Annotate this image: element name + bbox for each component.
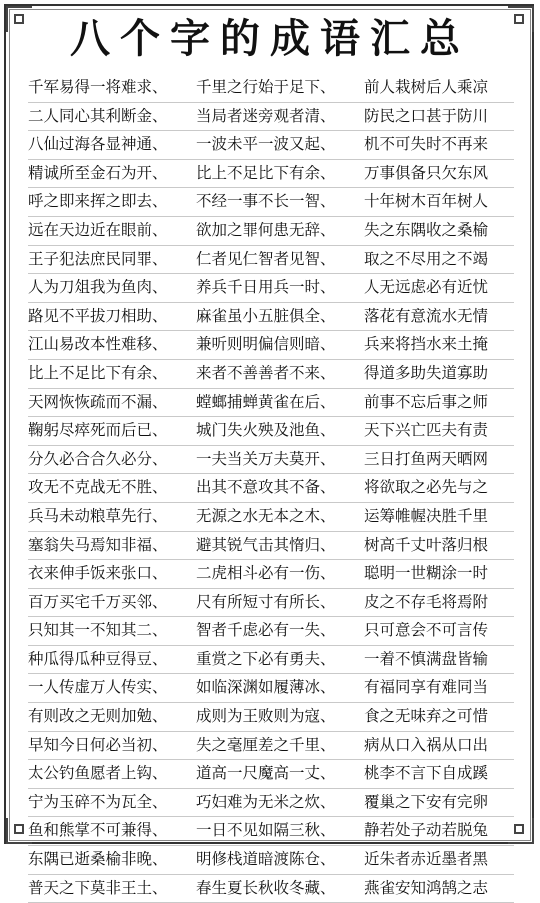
idiom-cell: 前人栽树后人乘凉 [364, 74, 514, 103]
idiom-cell: 巧妇难为无米之炊、 [196, 789, 364, 818]
idiom-cell: 人为刀俎我为鱼肉、 [28, 274, 196, 303]
idiom-cell: 防民之口甚于防川 [364, 103, 514, 132]
idiom-cell: 普天之下莫非王土、 [28, 875, 196, 903]
idiom-cell: 分久必合合久必分、 [28, 446, 196, 475]
idiom-cell: 十年树木百年树人 [364, 188, 514, 217]
idiom-cell: 早知今日何必当初、 [28, 732, 196, 761]
idiom-cell: 比上不足比下有余、 [28, 360, 196, 389]
idiom-cell: 失之毫厘差之千里、 [196, 732, 364, 761]
idiom-cell: 食之无味弃之可惜 [364, 703, 514, 732]
idiom-cell: 只可意会不可言传 [364, 617, 514, 646]
idiom-cell: 鱼和熊掌不可兼得、 [28, 817, 196, 846]
idiom-cell: 三日打鱼两天晒网 [364, 446, 514, 475]
idiom-cell: 精诚所至金石为开、 [28, 160, 196, 189]
idiom-cell: 兵来将挡水来土掩 [364, 331, 514, 360]
idiom-cell: 鞠躬尽瘁死而后已、 [28, 417, 196, 446]
idiom-cell: 二虎相斗必有一伤、 [196, 560, 364, 589]
idiom-cell: 当局者迷旁观者清、 [196, 103, 364, 132]
idiom-cell: 衣来伸手饭来张口、 [28, 560, 196, 589]
idiom-cell: 重赏之下必有勇夫、 [196, 646, 364, 675]
idiom-cell: 螳螂捕蝉黄雀在后、 [196, 389, 364, 418]
idiom-cell: 智者千虑必有一失、 [196, 617, 364, 646]
idiom-cell: 一着不慎满盘皆输 [364, 646, 514, 675]
idiom-cell: 宁为玉碎不为瓦全、 [28, 789, 196, 818]
page-title: 八个字的成语汇总 [0, 14, 540, 64]
idiom-cell: 种瓜得瓜种豆得豆、 [28, 646, 196, 675]
idiom-cell: 麻雀虽小五脏俱全、 [196, 303, 364, 332]
idiom-cell: 百万买宅千万买邻、 [28, 589, 196, 618]
idiom-cell: 有福同享有难同当 [364, 674, 514, 703]
idiom-cell: 聪明一世糊涂一时 [364, 560, 514, 589]
idiom-cell: 运筹帷幄决胜千里 [364, 503, 514, 532]
idiom-cell: 如临深渊如履薄冰、 [196, 674, 364, 703]
idiom-cell: 出其不意攻其不备、 [196, 474, 364, 503]
idiom-cell: 道高一尺魔高一丈、 [196, 760, 364, 789]
idiom-cell: 一夫当关万夫莫开、 [196, 446, 364, 475]
idiom-cell: 城门失火殃及池鱼、 [196, 417, 364, 446]
idiom-cell: 春生夏长秋收冬藏、 [196, 875, 364, 903]
idiom-cell: 病从口入祸从口出 [364, 732, 514, 761]
idiom-cell: 尺有所短寸有所长、 [196, 589, 364, 618]
idiom-cell: 明修栈道暗渡陈仓、 [196, 846, 364, 875]
idiom-cell: 得道多助失道寡助 [364, 360, 514, 389]
idiom-cell: 仁者见仁智者见智、 [196, 246, 364, 275]
idiom-cell: 前事不忘后事之师 [364, 389, 514, 418]
idiom-cell: 呼之即来挥之即去、 [28, 188, 196, 217]
idiom-cell: 桃李不言下自成蹊 [364, 760, 514, 789]
idiom-cell: 静若处子动若脱兔 [364, 817, 514, 846]
idiom-cell: 东隅已逝桑榆非晚、 [28, 846, 196, 875]
idiom-cell: 避其锐气击其惰归、 [196, 532, 364, 561]
idiom-cell: 远在天边近在眼前、 [28, 217, 196, 246]
idiom-cell: 江山易改本性难移、 [28, 331, 196, 360]
idiom-cell: 八仙过海各显神通、 [28, 131, 196, 160]
idiom-cell: 兵马未动粮草先行、 [28, 503, 196, 532]
idiom-cell: 太公钓鱼愿者上钩、 [28, 760, 196, 789]
idiom-cell: 近朱者赤近墨者黑 [364, 846, 514, 875]
idiom-cell: 兼听则明偏信则暗、 [196, 331, 364, 360]
idiom-grid [28, 74, 514, 903]
idiom-cell: 攻无不克战无不胜、 [28, 474, 196, 503]
idiom-cell: 比上不足比下有余、 [196, 160, 364, 189]
idiom-cell: 成则为王败则为寇、 [196, 703, 364, 732]
idiom-cell: 一日不见如隔三秋、 [196, 817, 364, 846]
idiom-cell: 燕雀安知鸿鹄之志 [364, 875, 514, 903]
idiom-cell: 人无远虑必有近忧 [364, 274, 514, 303]
idiom-cell: 一波未平一波又起、 [196, 131, 364, 160]
idiom-cell: 落花有意流水无情 [364, 303, 514, 332]
idiom-cell: 将欲取之必先与之 [364, 474, 514, 503]
idiom-cell: 失之东隅收之桑榆 [364, 217, 514, 246]
idiom-cell: 机不可失时不再来 [364, 131, 514, 160]
idiom-cell: 不经一事不长一智、 [196, 188, 364, 217]
idiom-cell: 路见不平拔刀相助、 [28, 303, 196, 332]
idiom-cell: 天下兴亡匹夫有责 [364, 417, 514, 446]
idiom-cell: 来者不善善者不来、 [196, 360, 364, 389]
idiom-cell: 王子犯法庶民同罪、 [28, 246, 196, 275]
idiom-cell: 有则改之无则加勉、 [28, 703, 196, 732]
idiom-cell: 养兵千日用兵一时、 [196, 274, 364, 303]
idiom-cell: 千军易得一将难求、 [28, 74, 196, 103]
idiom-cell: 欲加之罪何患无辞、 [196, 217, 364, 246]
idiom-cell: 树高千丈叶落归根 [364, 532, 514, 561]
idiom-cell: 万事俱备只欠东风 [364, 160, 514, 189]
idiom-cell: 皮之不存毛将焉附 [364, 589, 514, 618]
idiom-cell: 无源之水无本之木、 [196, 503, 364, 532]
idiom-cell: 天网恢恢疏而不漏、 [28, 389, 196, 418]
idiom-cell: 覆巢之下安有完卵 [364, 789, 514, 818]
idiom-cell: 只知其一不知其二、 [28, 617, 196, 646]
idiom-cell: 千里之行始于足下、 [196, 74, 364, 103]
idiom-cell: 取之不尽用之不竭 [364, 246, 514, 275]
idiom-cell: 二人同心其利断金、 [28, 103, 196, 132]
idiom-cell: 一人传虚万人传实、 [28, 674, 196, 703]
idiom-cell: 塞翁失马焉知非福、 [28, 532, 196, 561]
